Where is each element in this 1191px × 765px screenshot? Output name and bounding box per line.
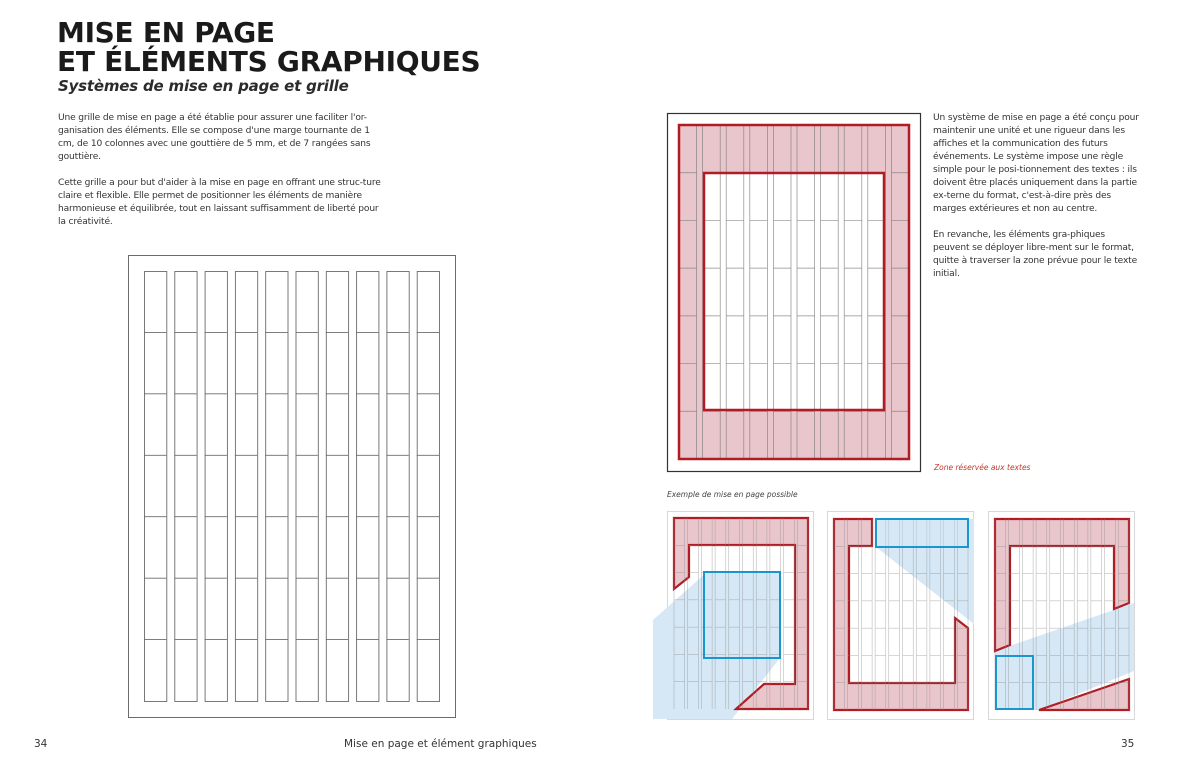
layout-example-1 — [653, 512, 814, 720]
right-page-number: 35 — [1121, 738, 1135, 750]
left-paragraph-1: Une grille de mise en page a été établie pour assurer une faciliter l'or-ganisation des éléments. Elle se compose d'une marge tournante de 1 cm, de 10 colonnes avec une gouttière de 5 mm, et de 7 rangées sans gouttière. — [58, 113, 371, 162]
text-zone-legend: Zone réservée aux textes — [934, 463, 1031, 472]
right-paragraph-2: En revanche, les éléments gra-phiques peuvent se déployer libre-ment sur le format, quitte à traverser la zone prévue pour le texte initial. — [933, 230, 1138, 279]
layout-example-2 — [828, 512, 975, 720]
page-subtitle: Systèmes de mise en page et grille — [58, 77, 349, 95]
left-page-number: 34 — [34, 738, 48, 750]
right-paragraph-1: Un système de mise en page a été conçu pour maintenir une unité et une rigueur dans les affiches et la communication des futurs événements. Le système impose une règle simple pour le posi-tionnement des textes : ils doivent être placés uniquement dans la partie ex-terne du format, c'est-à-dire près des marges extérieures et non au centre. — [933, 113, 1139, 214]
text-zone-diagram — [668, 114, 921, 472]
examples-caption: Exemple de mise en page possible — [667, 490, 798, 499]
page-title-line-2: ET ÉLÉMENTS GRAPHIQUES — [57, 45, 481, 78]
page-title-line-1: MISE EN PAGE — [57, 16, 275, 49]
grid-diagram — [129, 256, 456, 718]
left-paragraph-2: Cette grille a pour but d'aider à la mise en page en offrant une struc-ture claire et flexible. Elle permet de positionner les éléments de manière harmonieuse et équilibrée, tout en laissant suffisamment de liberté pour la créativité. — [58, 178, 381, 227]
running-title: Mise en page et élément graphiques — [344, 738, 537, 750]
layout-example-3 — [989, 512, 1135, 720]
